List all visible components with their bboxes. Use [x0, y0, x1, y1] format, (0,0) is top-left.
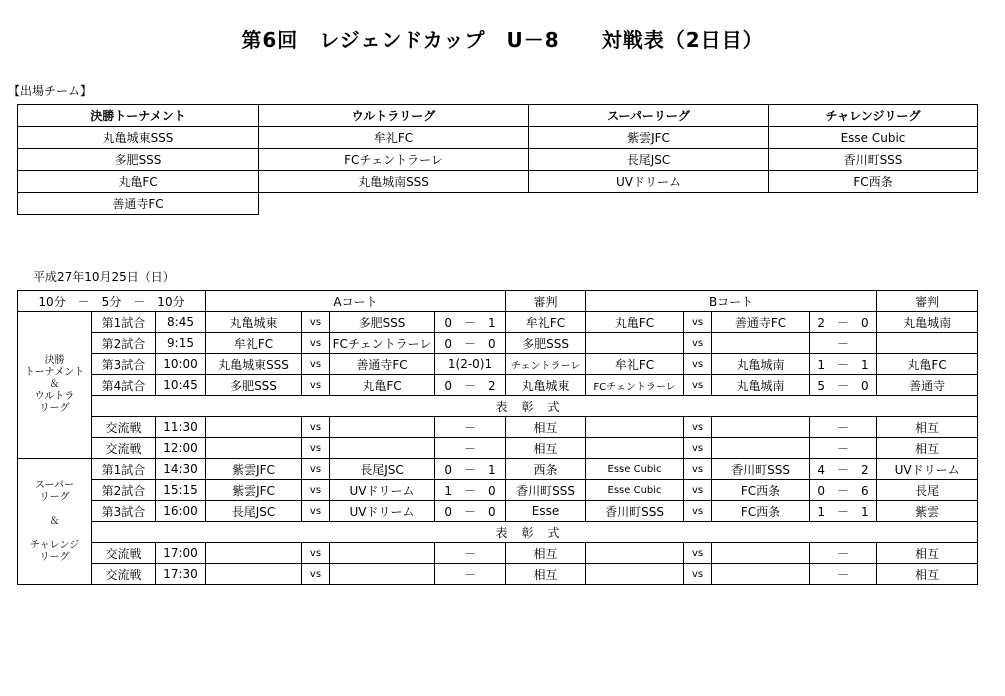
court-b-referee [877, 333, 978, 354]
court-b-home: FCチェントラーレ [586, 375, 684, 396]
match-row [18, 312, 978, 333]
match-label: 交流戦 [92, 543, 156, 564]
ceremony-label: 表彰式 [92, 522, 978, 543]
court-b-referee: 相互 [877, 564, 978, 585]
court-b-home [586, 417, 684, 438]
court-a-away [330, 543, 435, 564]
court-b-referee: UVドリーム [877, 459, 978, 480]
match-row [18, 333, 978, 354]
court-b-home: 香川町SSS [586, 501, 684, 522]
teams-row [18, 193, 978, 215]
referee-header: 審判 [506, 291, 586, 312]
match-label: 第2試合 [92, 333, 156, 354]
court-b-away: 丸亀城南 [712, 354, 810, 375]
court-b-referee: 善通寺 [877, 375, 978, 396]
empty-cell [769, 193, 978, 215]
match-row [18, 501, 978, 522]
page-title: 第6回 レジェンドカップ U－8 対戦表（2日目） [241, 28, 764, 52]
vs-label: vs [684, 375, 712, 396]
league-header: スーパーリーグ [529, 105, 769, 127]
teams-header-row [18, 105, 978, 127]
vs-label: vs [684, 543, 712, 564]
court-b-home [586, 564, 684, 585]
league-header: ウルトラリーグ [259, 105, 529, 127]
vs-label: vs [302, 543, 330, 564]
teams-row [18, 127, 978, 149]
court-b-referee: 相互 [877, 417, 978, 438]
match-label: 第4試合 [92, 375, 156, 396]
court-a-header: Aコート [206, 291, 506, 312]
court-a-referee: 多肥SSS [506, 333, 586, 354]
match-time: 12:00 [156, 438, 206, 459]
court-b-score: － [810, 333, 877, 354]
court-b-referee: 丸亀FC [877, 354, 978, 375]
court-a-score: 1(2-0)1 [435, 354, 506, 375]
match-row [18, 543, 978, 564]
match-time: 14:30 [156, 459, 206, 480]
court-b-home: 牟礼FC [586, 354, 684, 375]
team-cell: Esse Cubic [769, 127, 978, 149]
court-a-referee: 牟礼FC [506, 312, 586, 333]
league-header: チャレンジリーグ [769, 105, 978, 127]
vs-label: vs [302, 501, 330, 522]
match-label: 第1試合 [92, 459, 156, 480]
court-a-away: FCチェントラーレ [330, 333, 435, 354]
court-a-score: 0 － 1 [435, 459, 506, 480]
court-b-home: Esse Cubic [586, 459, 684, 480]
ceremony-row [18, 522, 978, 543]
team-cell: 多肥SSS [18, 149, 259, 171]
court-a-referee: 西条 [506, 459, 586, 480]
court-a-away: 善通寺FC [330, 354, 435, 375]
court-a-score: － [435, 543, 506, 564]
court-b-away: FC西条 [712, 501, 810, 522]
court-a-home [206, 543, 302, 564]
vs-label: vs [302, 333, 330, 354]
match-row [18, 564, 978, 585]
court-a-home: 丸亀城東 [206, 312, 302, 333]
court-b-score: － [810, 438, 877, 459]
vs-label: vs [684, 417, 712, 438]
court-a-referee: 相互 [506, 564, 586, 585]
court-b-away: FC西条 [712, 480, 810, 501]
court-a-referee: Esse [506, 501, 586, 522]
court-a-score: 0 － 1 [435, 312, 506, 333]
court-b-home [586, 333, 684, 354]
date-label: 平成27年10月25日（日） [33, 270, 175, 284]
court-a-home: 丸亀城東SSS [206, 354, 302, 375]
ceremony-row [18, 396, 978, 417]
group2-body [18, 459, 978, 585]
match-time: 11:30 [156, 417, 206, 438]
match-row [18, 375, 978, 396]
court-a-score: 0 － 0 [435, 501, 506, 522]
court-b-referee: 丸亀城南 [877, 312, 978, 333]
match-label: 第2試合 [92, 480, 156, 501]
vs-label: vs [302, 438, 330, 459]
vs-label: vs [684, 480, 712, 501]
court-a-score: － [435, 438, 506, 459]
team-cell: 丸亀FC [18, 171, 259, 193]
match-time: 17:00 [156, 543, 206, 564]
court-a-away: 多肥SSS [330, 312, 435, 333]
match-row [18, 459, 978, 480]
match-time: 15:15 [156, 480, 206, 501]
court-b-away [712, 543, 810, 564]
team-cell: FCチェントラーレ [259, 149, 529, 171]
court-b-referee: 紫雲 [877, 501, 978, 522]
court-b-score: 1 － 1 [810, 501, 877, 522]
vs-label: vs [684, 354, 712, 375]
section-label: スーパー リーグ ＆ チャレンジ リーグ [18, 459, 92, 585]
match-label: 第3試合 [92, 501, 156, 522]
schedule-table [17, 290, 978, 585]
match-row [18, 438, 978, 459]
court-b-away: 丸亀城南 [712, 375, 810, 396]
team-cell: UVドリーム [529, 171, 769, 193]
court-b-score: 0 － 6 [810, 480, 877, 501]
team-cell: 丸亀城東SSS [18, 127, 259, 149]
court-b-away [712, 564, 810, 585]
match-label: 第3試合 [92, 354, 156, 375]
match-time: 10:45 [156, 375, 206, 396]
court-b-away: 善通寺FC [712, 312, 810, 333]
court-a-score: 0 － 2 [435, 375, 506, 396]
vs-label: vs [684, 501, 712, 522]
team-cell: 丸亀城南SSS [259, 171, 529, 193]
vs-label: vs [302, 564, 330, 585]
vs-label: vs [684, 438, 712, 459]
match-time: 17:30 [156, 564, 206, 585]
court-b-away [712, 333, 810, 354]
teams-table [17, 104, 978, 215]
court-a-home: 多肥SSS [206, 375, 302, 396]
vs-label: vs [302, 354, 330, 375]
court-a-away [330, 417, 435, 438]
court-a-referee: チェントラーレ [506, 354, 586, 375]
court-b-referee: 相互 [877, 438, 978, 459]
court-a-referee: 香川町SSS [506, 480, 586, 501]
court-a-home [206, 438, 302, 459]
match-label: 交流戦 [92, 417, 156, 438]
court-b-score: 2 － 0 [810, 312, 877, 333]
match-time: 10:00 [156, 354, 206, 375]
vs-label: vs [302, 459, 330, 480]
court-b-header: Bコート [586, 291, 877, 312]
court-a-referee: 相互 [506, 543, 586, 564]
court-a-score: － [435, 417, 506, 438]
team-cell: 香川町SSS [769, 149, 978, 171]
vs-label: vs [684, 333, 712, 354]
teams-row [18, 171, 978, 193]
vs-label: vs [684, 312, 712, 333]
group1-body [18, 312, 978, 459]
match-row [18, 354, 978, 375]
team-cell: 紫雲JFC [529, 127, 769, 149]
court-a-away [330, 564, 435, 585]
section-label: 決勝 トーナメント ＆ ウルトラ リーグ [18, 312, 92, 459]
court-a-home: 牟礼FC [206, 333, 302, 354]
ceremony-label: 表彰式 [92, 396, 978, 417]
schedule-header-row [18, 291, 978, 312]
team-cell: 善通寺FC [18, 193, 259, 215]
vs-label: vs [684, 564, 712, 585]
court-a-away: 長尾JSC [330, 459, 435, 480]
court-b-score: 1 － 1 [810, 354, 877, 375]
court-a-away: UVドリーム [330, 480, 435, 501]
match-time: 8:45 [156, 312, 206, 333]
court-b-referee: 相互 [877, 543, 978, 564]
teams-row [18, 149, 978, 171]
league-header: 決勝トーナメント [18, 105, 259, 127]
empty-cell [259, 193, 529, 215]
court-b-home: 丸亀FC [586, 312, 684, 333]
match-time: 16:00 [156, 501, 206, 522]
match-time: 9:15 [156, 333, 206, 354]
court-a-home: 紫雲JFC [206, 480, 302, 501]
court-b-score: － [810, 564, 877, 585]
vs-label: vs [302, 480, 330, 501]
court-b-score: － [810, 543, 877, 564]
empty-cell [529, 193, 769, 215]
court-a-score: 0 － 0 [435, 333, 506, 354]
court-b-score: 4 － 2 [810, 459, 877, 480]
teams-label: 【出場チーム】 [8, 84, 93, 98]
vs-label: vs [684, 459, 712, 480]
team-cell: FC西条 [769, 171, 978, 193]
court-a-home: 紫雲JFC [206, 459, 302, 480]
court-b-score: 5 － 0 [810, 375, 877, 396]
referee-header: 審判 [877, 291, 978, 312]
court-a-away [330, 438, 435, 459]
court-a-away: UVドリーム [330, 501, 435, 522]
time-rule-header: 10分 － 5分 － 10分 [18, 291, 206, 312]
court-b-home [586, 543, 684, 564]
court-a-home [206, 564, 302, 585]
court-a-referee: 相互 [506, 438, 586, 459]
match-label: 第1試合 [92, 312, 156, 333]
vs-label: vs [302, 312, 330, 333]
match-label: 交流戦 [92, 564, 156, 585]
court-a-home [206, 417, 302, 438]
court-a-referee: 丸亀城東 [506, 375, 586, 396]
vs-label: vs [302, 375, 330, 396]
court-b-referee: 長尾 [877, 480, 978, 501]
match-row [18, 480, 978, 501]
court-a-home: 長尾JSC [206, 501, 302, 522]
team-cell: 牟礼FC [259, 127, 529, 149]
court-a-referee: 相互 [506, 417, 586, 438]
court-b-away [712, 438, 810, 459]
court-b-score: － [810, 417, 877, 438]
court-a-score: 1 － 0 [435, 480, 506, 501]
team-cell: 長尾JSC [529, 149, 769, 171]
vs-label: vs [302, 417, 330, 438]
court-b-away: 香川町SSS [712, 459, 810, 480]
court-a-score: － [435, 564, 506, 585]
court-b-home [586, 438, 684, 459]
court-b-away [712, 417, 810, 438]
court-a-away: 丸亀FC [330, 375, 435, 396]
match-row [18, 417, 978, 438]
match-label: 交流戦 [92, 438, 156, 459]
court-b-home: Esse Cubic [586, 480, 684, 501]
